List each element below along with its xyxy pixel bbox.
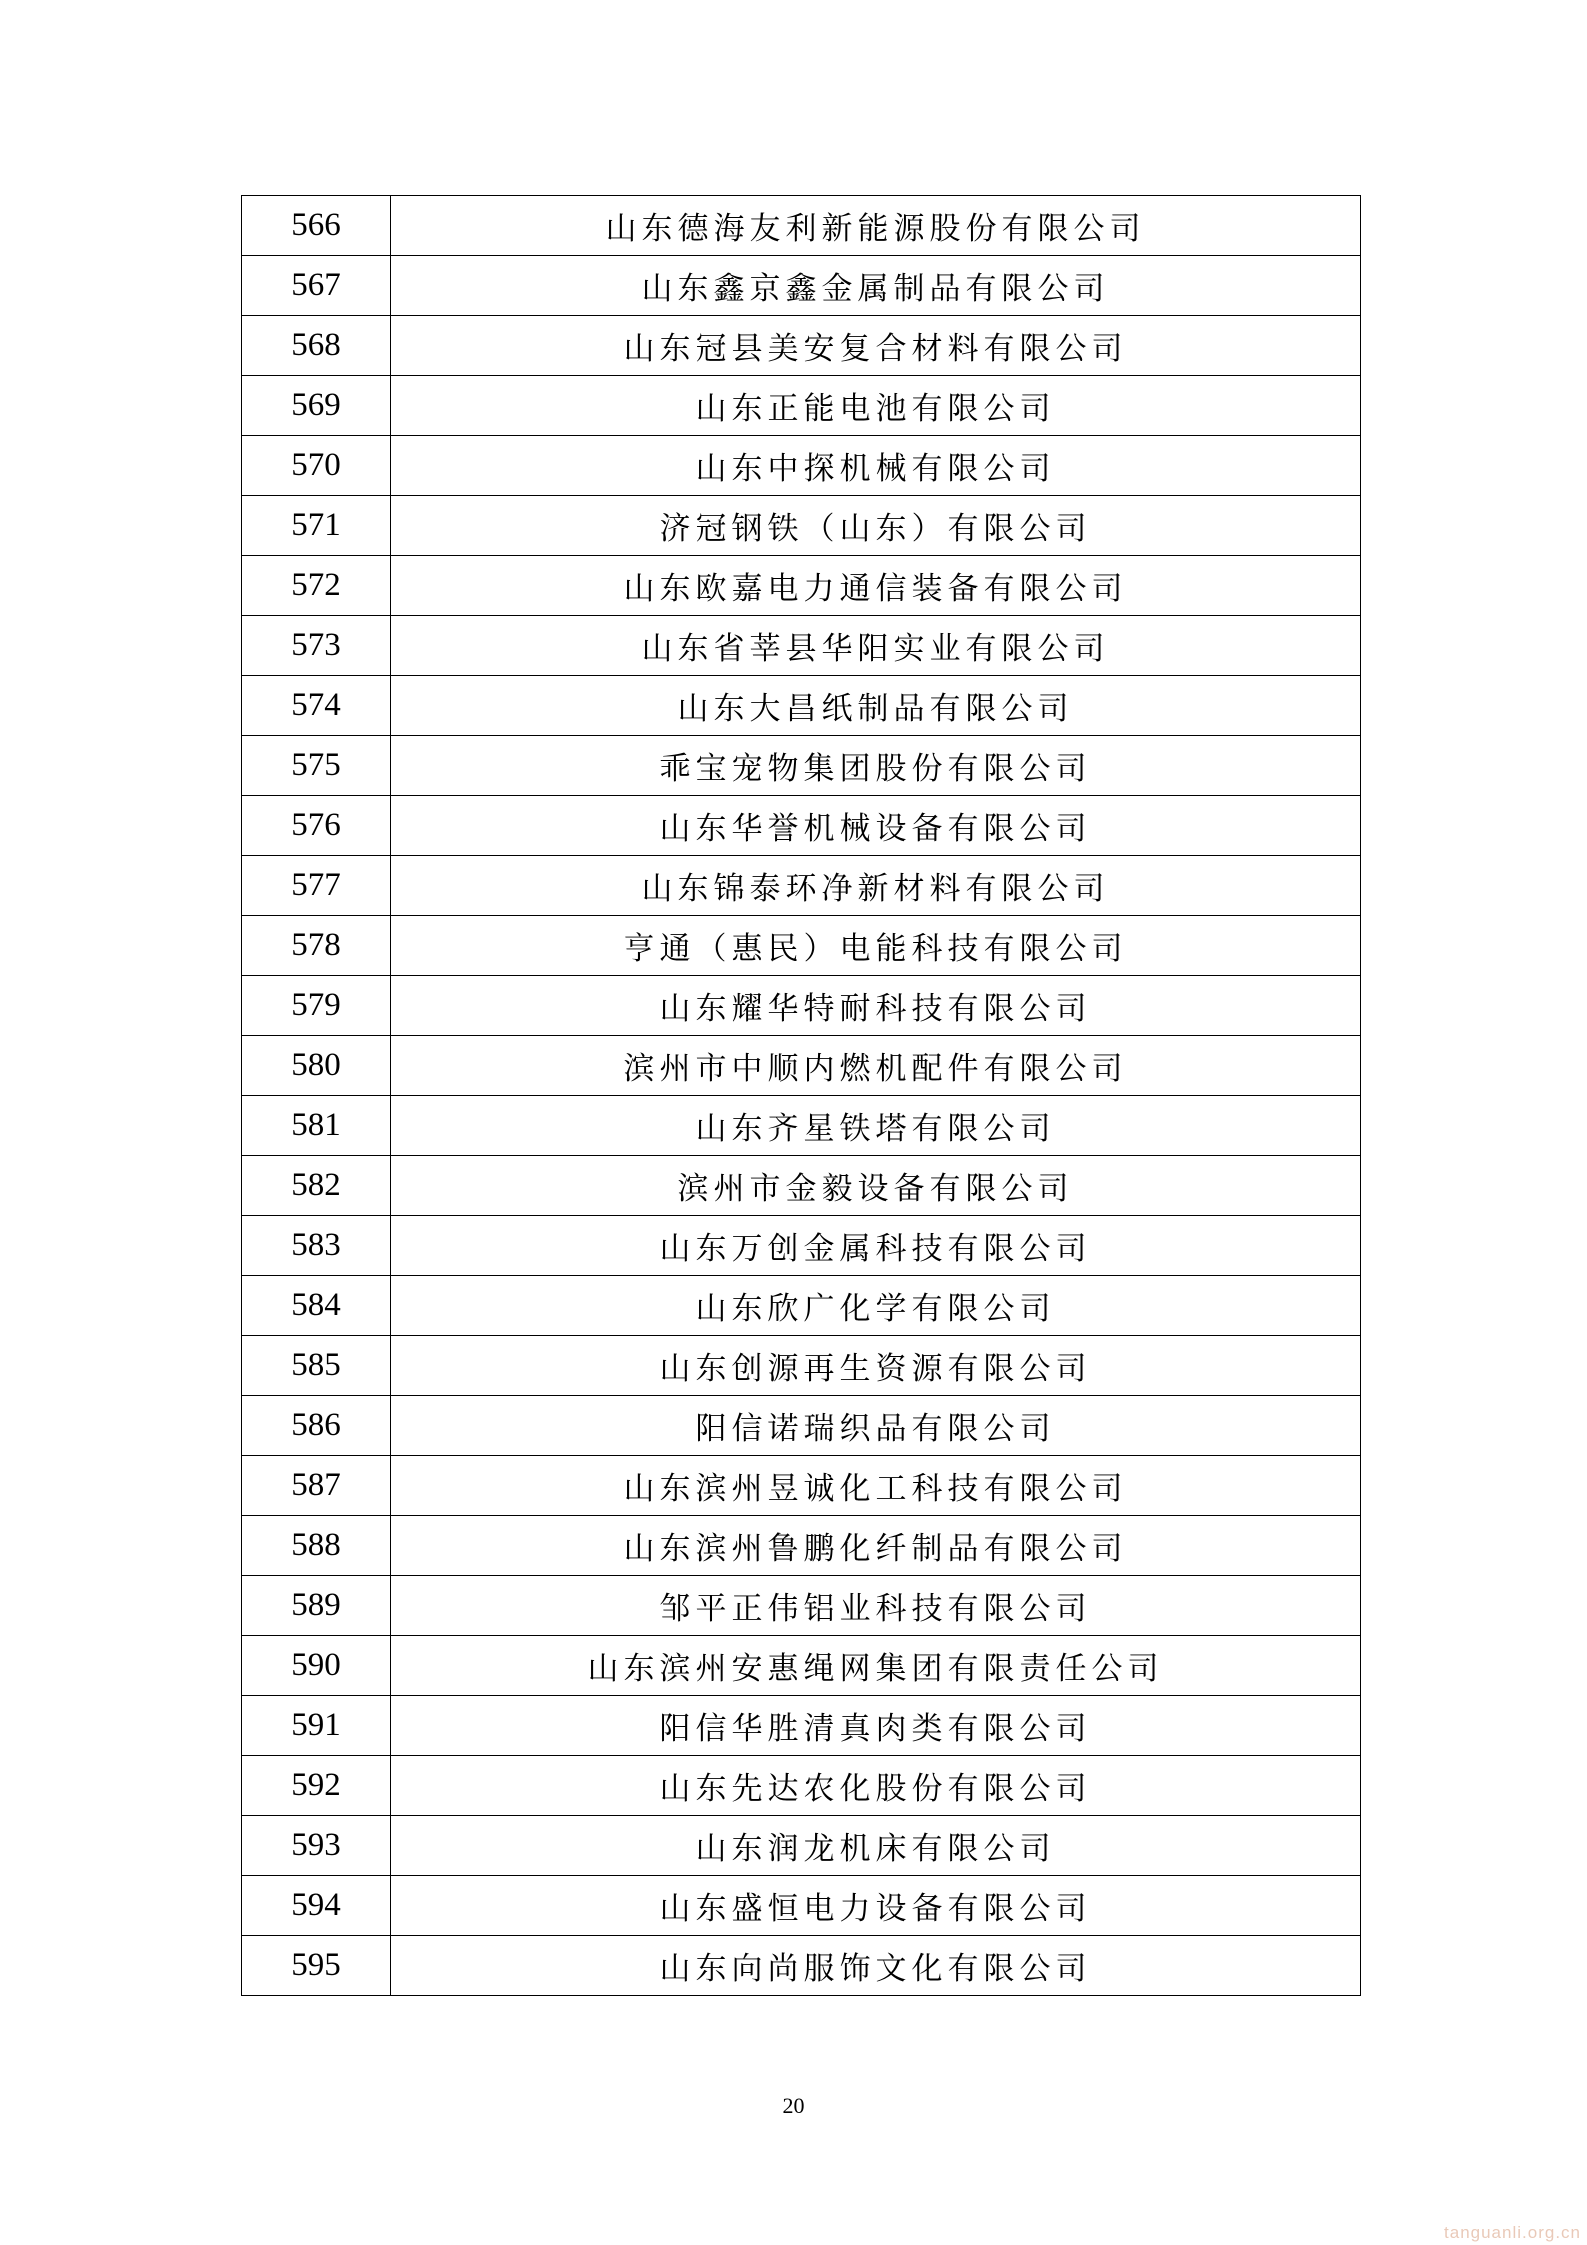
row-number-cell: 573 — [242, 616, 391, 676]
row-number-cell: 572 — [242, 556, 391, 616]
row-number-cell: 585 — [242, 1336, 391, 1396]
table-row — [242, 1516, 1361, 1576]
company-name-cell: 滨州市中顺内燃机配件有限公司 — [391, 1036, 1361, 1096]
company-name-cell: 山东向尚服饰文化有限公司 — [391, 1936, 1361, 1996]
row-number-cell: 579 — [242, 976, 391, 1036]
row-number-cell: 576 — [242, 796, 391, 856]
table-row — [242, 1096, 1361, 1156]
row-number-cell: 594 — [242, 1876, 391, 1936]
table-row — [242, 1156, 1361, 1216]
site-watermark: tanguanli.org.cn — [1444, 2223, 1581, 2242]
company-name-cell: 山东滨州昱诚化工科技有限公司 — [391, 1456, 1361, 1516]
company-name-cell: 山东鑫京鑫金属制品有限公司 — [391, 256, 1361, 316]
company-name-cell: 亨通（惠民）电能科技有限公司 — [391, 916, 1361, 976]
row-number-cell: 592 — [242, 1756, 391, 1816]
company-list-body — [242, 196, 1361, 1996]
row-number-cell: 578 — [242, 916, 391, 976]
company-name-cell: 山东滨州安惠绳网集团有限责任公司 — [391, 1636, 1361, 1696]
row-number-cell: 588 — [242, 1516, 391, 1576]
row-number-cell: 582 — [242, 1156, 391, 1216]
table-row — [242, 796, 1361, 856]
table-row — [242, 1276, 1361, 1336]
row-number-cell: 569 — [242, 376, 391, 436]
table-row — [242, 1336, 1361, 1396]
company-name-cell: 山东耀华特耐科技有限公司 — [391, 976, 1361, 1036]
table-row — [242, 616, 1361, 676]
table-row — [242, 1576, 1361, 1636]
row-number-cell: 589 — [242, 1576, 391, 1636]
company-name-cell: 山东德海友利新能源股份有限公司 — [391, 196, 1361, 256]
table-row — [242, 436, 1361, 496]
row-number-cell: 580 — [242, 1036, 391, 1096]
page-number: 20 — [782, 2093, 805, 2118]
company-name-cell: 山东万创金属科技有限公司 — [391, 1216, 1361, 1276]
table-row — [242, 1396, 1361, 1456]
table-row — [242, 856, 1361, 916]
table-row — [242, 1756, 1361, 1816]
row-number-cell: 595 — [242, 1936, 391, 1996]
table-row — [242, 1936, 1361, 1996]
company-name-cell: 山东华誉机械设备有限公司 — [391, 796, 1361, 856]
company-name-cell: 山东省莘县华阳实业有限公司 — [391, 616, 1361, 676]
company-name-cell: 山东齐星铁塔有限公司 — [391, 1096, 1361, 1156]
table-row — [242, 1456, 1361, 1516]
row-number-cell: 593 — [242, 1816, 391, 1876]
company-name-cell: 山东先达农化股份有限公司 — [391, 1756, 1361, 1816]
table-row — [242, 1876, 1361, 1936]
row-number-cell: 567 — [242, 256, 391, 316]
table-row — [242, 1216, 1361, 1276]
company-name-cell: 山东正能电池有限公司 — [391, 376, 1361, 436]
company-name-cell: 山东冠县美安复合材料有限公司 — [391, 316, 1361, 376]
company-name-cell: 济冠钢铁（山东）有限公司 — [391, 496, 1361, 556]
table-row — [242, 976, 1361, 1036]
table-row — [242, 316, 1361, 376]
table-row — [242, 676, 1361, 736]
company-name-cell: 阳信华胜清真肉类有限公司 — [391, 1696, 1361, 1756]
row-number-cell: 574 — [242, 676, 391, 736]
company-name-cell: 山东大昌纸制品有限公司 — [391, 676, 1361, 736]
row-number-cell: 591 — [242, 1696, 391, 1756]
row-number-cell: 583 — [242, 1216, 391, 1276]
table-row — [242, 1636, 1361, 1696]
row-number-cell: 581 — [242, 1096, 391, 1156]
table-row — [242, 556, 1361, 616]
table-row — [242, 256, 1361, 316]
table-row — [242, 916, 1361, 976]
row-number-cell: 570 — [242, 436, 391, 496]
company-name-cell: 邹平正伟铝业科技有限公司 — [391, 1576, 1361, 1636]
company-name-cell: 山东欧嘉电力通信装备有限公司 — [391, 556, 1361, 616]
company-name-cell: 山东中探机械有限公司 — [391, 436, 1361, 496]
table-row — [242, 736, 1361, 796]
company-name-cell: 阳信诺瑞织品有限公司 — [391, 1396, 1361, 1456]
company-name-cell: 滨州市金毅设备有限公司 — [391, 1156, 1361, 1216]
table-row — [242, 196, 1361, 256]
table-row — [242, 496, 1361, 556]
row-number-cell: 586 — [242, 1396, 391, 1456]
company-name-cell: 山东润龙机床有限公司 — [391, 1816, 1361, 1876]
row-number-cell: 577 — [242, 856, 391, 916]
row-number-cell: 575 — [242, 736, 391, 796]
row-number-cell: 571 — [242, 496, 391, 556]
company-name-cell: 山东盛恒电力设备有限公司 — [391, 1876, 1361, 1936]
table-row — [242, 1036, 1361, 1096]
table-row — [242, 1696, 1361, 1756]
company-name-cell: 山东创源再生资源有限公司 — [391, 1336, 1361, 1396]
company-name-cell: 乖宝宠物集团股份有限公司 — [391, 736, 1361, 796]
row-number-cell: 584 — [242, 1276, 391, 1336]
company-list-table — [241, 195, 1361, 1996]
company-name-cell: 山东锦泰环净新材料有限公司 — [391, 856, 1361, 916]
company-name-cell: 山东欣广化学有限公司 — [391, 1276, 1361, 1336]
row-number-cell: 566 — [242, 196, 391, 256]
row-number-cell: 590 — [242, 1636, 391, 1696]
company-name-cell: 山东滨州鲁鹏化纤制品有限公司 — [391, 1516, 1361, 1576]
table-row — [242, 1816, 1361, 1876]
row-number-cell: 587 — [242, 1456, 391, 1516]
row-number-cell: 568 — [242, 316, 391, 376]
table-row — [242, 376, 1361, 436]
